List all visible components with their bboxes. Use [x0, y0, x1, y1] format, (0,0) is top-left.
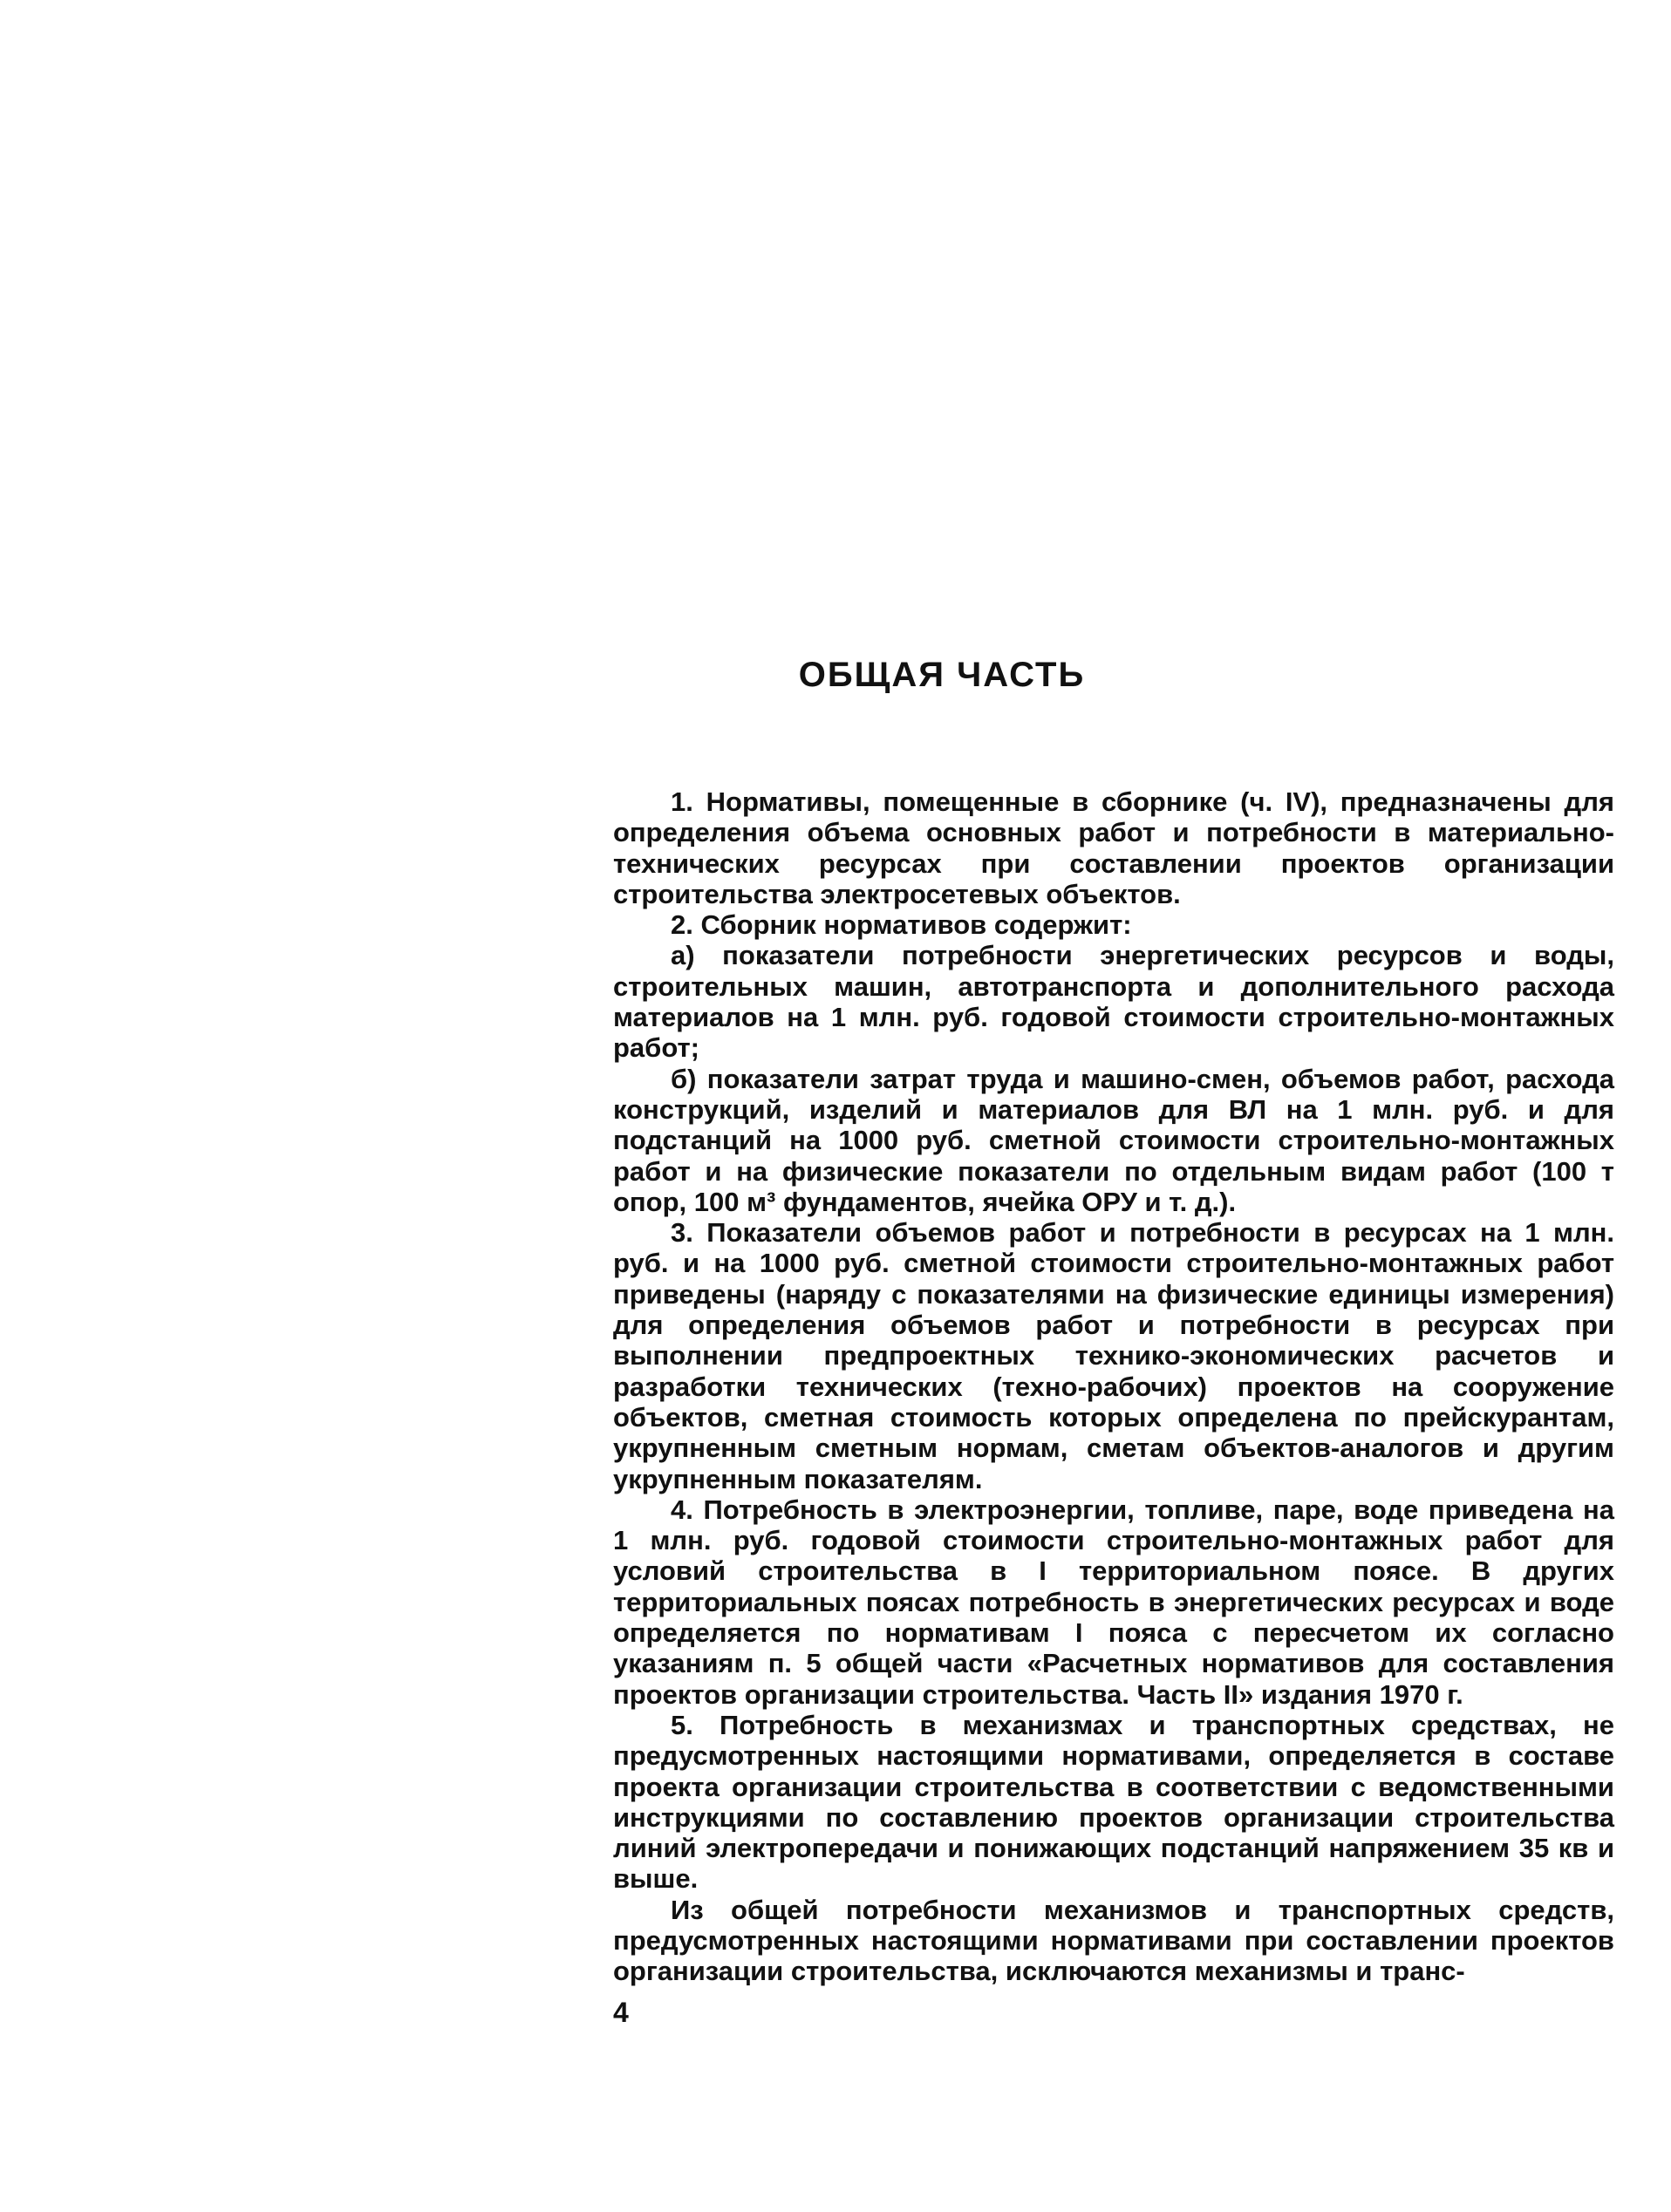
- paragraph-4: 4. Потребность в электроэнергии, топливе, паре, воде приведена на 1 млн. руб. годовой стоимости строительно-монтажных работ для условий строительства в I территориальном поясе. В других территориальных поясах потребность в энергетических ресурсах и воде определяется по нормативам I пояса с пересчетом их согласно указаниям п. 5 общей части «Расчетных нормативов для составления проектов организации строительства. Часть II» издания 1970 г.: [613, 1494, 1614, 1710]
- section-heading: ОБЩАЯ ЧАСТЬ: [798, 656, 1086, 694]
- page-number: 4: [613, 1997, 629, 2028]
- paragraph-2: 2. Сборник нормативов содержит:: [671, 909, 1132, 941]
- paragraph-2b: б) показатели затрат труда и машино-смен, объемов работ, расхода конструкций, изделий и материалов для ВЛ на 1 млн. руб. и для подстанций на 1000 руб. сметной стоимости строительно-монтажных работ и на физические показатели по отдельным видам работ (100 т опор, 100 м³ фундаментов, ячейка ОРУ и т. д.).: [613, 1063, 1614, 1217]
- paragraph-6: Из общей потребности механизмов и транспортных средств, предусмотренных настоящими нормативами при составлении проектов организации строительства, исключаются механизмы и транс-: [613, 1894, 1614, 1987]
- paragraph-3: 3. Показатели объемов работ и потребности в ресурсах на 1 млн. руб. и на 1000 руб. сметной стоимости строительно-монтажных работ приведены (наряду с показателями на физические единицы измерения) для определения объемов работ и потребности в ресурсах при выполнении предпроектных технико-экономических расчетов и разработки технических (техно-рабочих) проектов на сооружение объектов, сметная стоимость которых определена по прейскурантам, укрупненным сметным нормам, сметам объектов-аналогов и другим укрупненным показателям.: [613, 1217, 1614, 1494]
- paragraph-5: 5. Потребность в механизмах и транспортных средствах, не предусмотренных настоящими нормативами, определяется в составе проекта организации строительства в соответствии с ведомственными инструкциями по составлению проектов организации строительства линий электропередачи и понижающих подстанций напряжением 35 кв и выше.: [613, 1709, 1614, 1895]
- paragraph-2a: а) показатели потребности энергетических ресурсов и воды, строительных машин, автотранспорта и дополнительного расхода материалов на 1 млн. руб. годовой стоимости строительно-монтажных работ;: [613, 940, 1614, 1064]
- body-text: [613, 786, 1614, 1987]
- paragraph-1: 1. Нормативы, помещенные в сборнике (ч. IV), предназначены для определения объема основных работ и потребности в материально-технических ресурсах при составлении проектов организации строительства электросетевых объектов.: [613, 786, 1614, 909]
